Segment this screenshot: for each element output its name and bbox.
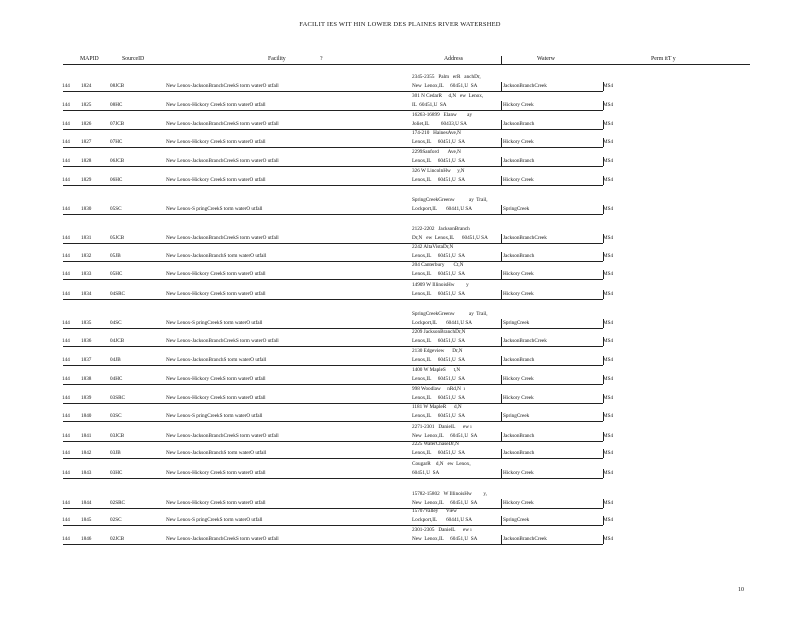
cell-map-id: 1845 <box>81 517 92 523</box>
cell-permit-type: MS4 <box>603 450 614 456</box>
row-divider <box>603 337 604 346</box>
row-divider <box>501 375 502 384</box>
cell-map-code: 144 <box>62 517 70 523</box>
cell-map-id: 1831 <box>81 235 92 241</box>
row-divider <box>501 101 502 110</box>
row-divider <box>603 449 604 458</box>
cell-permit-type: MS4 <box>603 121 614 127</box>
cell-permit-type: MS4 <box>603 158 614 164</box>
row-divider <box>501 138 502 147</box>
row-rule <box>63 403 603 404</box>
header-waterway: Waterw <box>537 56 555 62</box>
row-divider <box>501 535 502 544</box>
cell-map-code: 144 <box>62 470 70 476</box>
cell-map-id: 1829 <box>81 177 92 183</box>
cell-map-code: 144 <box>62 253 70 259</box>
cell-facility: New Lenox-S pringCreekS torm waterO utfall <box>166 320 263 326</box>
row-divider <box>501 252 502 261</box>
row-rule <box>63 346 603 347</box>
cell-source-id: 03JCB <box>110 433 125 439</box>
row-divider <box>501 205 502 214</box>
cell-map-id: 1834 <box>81 291 92 297</box>
cell-waterway: Hickory Creek <box>503 376 534 382</box>
cell-map-code: 144 <box>62 158 70 164</box>
cell-waterway: SpringCreek <box>503 320 530 326</box>
cell-source-id: 02SRC <box>110 500 125 506</box>
cell-waterway: JacksonBranchCreek <box>503 338 547 344</box>
cell-facility: New Lenox-Hickory CreekS torm waterO utfall <box>166 395 266 401</box>
cell-map-id: 1824 <box>81 83 92 89</box>
cell-waterway: Hickory Creek <box>503 500 534 506</box>
row-rule <box>63 147 603 148</box>
cell-permit-type: MS4 <box>603 357 614 363</box>
row-rule <box>63 421 603 422</box>
cell-map-id: 1835 <box>81 320 92 326</box>
cell-map-id: 1830 <box>81 206 92 212</box>
cell-address: 326 W LincolnHw y,N Lenox,IL 60451,U SA <box>412 168 465 183</box>
row-divider <box>501 337 502 346</box>
cell-map-id: 1842 <box>81 450 92 456</box>
cell-facility: New Lenox-JacksonBranchCreekS torm waterO utfall <box>166 433 279 439</box>
cell-map-id: 1826 <box>81 121 92 127</box>
cell-permit-type: MS4 <box>603 376 614 382</box>
cell-permit-type: MS4 <box>603 338 614 344</box>
cell-map-code: 144 <box>62 413 70 419</box>
row-divider <box>603 394 604 403</box>
cell-facility: New Lenox-Hickory CreekS torm waterO utfall <box>166 376 266 382</box>
cell-permit-type: MS4 <box>603 139 614 145</box>
cell-waterway: Hickory Creek <box>503 395 534 401</box>
row-divider <box>603 157 604 166</box>
cell-facility: New Lenox-Hickory CreekS torm waterO utfall <box>166 271 266 277</box>
header-facility-suffix: ? <box>320 56 323 62</box>
cell-source-id: 07JCB <box>110 121 125 127</box>
cell-address: 2209 JacksonBranchDr,N Lenox,IL 60451,U SA <box>412 329 466 344</box>
row-rule <box>63 243 603 244</box>
row-rule <box>63 129 603 130</box>
cell-facility: New Lenox-Hickory CreekS torm waterO utfall <box>166 102 266 108</box>
cell-address: 15707Valley View Lockport,IL 60441,U SA <box>412 508 473 523</box>
cell-permit-type: MS4 <box>603 177 614 183</box>
cell-map-id: 1836 <box>81 338 92 344</box>
cell-address: 998 Woodlaw nRd,N ı Lenox,IL 60451,U SA <box>412 386 465 401</box>
cell-facility: New Lenox-S pringCreekS torm waterO utfall <box>166 413 263 419</box>
row-rule <box>63 299 603 300</box>
cell-facility: New Lenox-JacksonBranchS torm waterO utfall <box>166 253 267 259</box>
row-rule <box>63 508 603 509</box>
cell-facility: New Lenox-Hickory CreekS torm waterO utfall <box>166 470 266 476</box>
cell-facility: New Lenox-JacksonBranchS torm waterO utfall <box>166 357 267 363</box>
row-divider <box>603 516 604 525</box>
row-rule <box>63 458 603 459</box>
cell-address: 16263-16899 Elanw ay Joliet,IL 60433,U SA <box>412 112 473 127</box>
cell-facility: New Lenox-JacksonBranchS torm waterO utfall <box>166 450 267 456</box>
cell-facility: New Lenox-Hickory CreekS torm waterO utfall <box>166 500 266 506</box>
row-divider <box>501 412 502 421</box>
row-divider <box>501 82 502 91</box>
row-divider <box>603 432 604 441</box>
cell-map-code: 144 <box>62 376 70 382</box>
cell-permit-type: MS4 <box>603 83 614 89</box>
cell-waterway: SpringCreek <box>503 413 530 419</box>
cell-address: 2225 WaterChaseDr,N Lenox,IL 60451,U SA <box>412 441 465 456</box>
cell-map-code: 144 <box>62 83 70 89</box>
cell-permit-type: MS4 <box>603 235 614 241</box>
cell-waterway: JacksonBranchCreek <box>503 536 547 542</box>
cell-map-code: 144 <box>62 139 70 145</box>
row-divider <box>603 412 604 421</box>
cell-address: 1181 W MapleR d,N Lenox,IL 60451,U SA <box>412 404 465 419</box>
cell-waterway: Hickory Creek <box>503 139 534 145</box>
page-title: FACILIT IES WIT HIN LOWER DES PLAINES RIVER WATERSHED <box>299 21 501 28</box>
cell-map-code: 144 <box>62 235 70 241</box>
row-divider <box>603 356 604 365</box>
row-divider <box>501 394 502 403</box>
row-divider <box>603 535 604 544</box>
cell-map-id: 1825 <box>81 102 92 108</box>
cell-address: 1400 W MapleS t,N Lenox,IL 60451,U SA <box>412 367 465 382</box>
cell-address: 2130 Edgeview Dr,N Lenox,IL 60451,U SA <box>412 348 465 363</box>
cell-permit-type: MS4 <box>603 470 614 476</box>
cell-map-id: 1838 <box>81 376 92 382</box>
cell-facility: New Lenox-Hickory CreekS torm waterO utfall <box>166 139 266 145</box>
cell-map-code: 144 <box>62 102 70 108</box>
cell-permit-type: MS4 <box>603 433 614 439</box>
row-rule <box>63 185 603 186</box>
header-divider <box>501 56 502 65</box>
cell-waterway: JacksonBranchCreek <box>503 235 547 241</box>
cell-map-id: 1840 <box>81 413 92 419</box>
cell-waterway: SpringCreek <box>503 206 530 212</box>
cell-map-id: 1841 <box>81 433 92 439</box>
cell-permit-type: MS4 <box>603 291 614 297</box>
cell-permit-type: MS4 <box>603 517 614 523</box>
row-rule <box>63 525 603 526</box>
cell-address: 174-210 HainesAve,N Lenox,IL 60451,U SA <box>412 130 465 145</box>
cell-map-id: 1828 <box>81 158 92 164</box>
cell-map-id: 1827 <box>81 139 92 145</box>
row-rule <box>63 91 603 92</box>
cell-address: 15782-15802 W IllinoisHw y, New Lenox,IL 60451,U SA <box>412 491 487 506</box>
cell-map-id: 1844 <box>81 500 92 506</box>
cell-map-id: 1846 <box>81 536 92 542</box>
row-divider <box>603 234 604 243</box>
cell-waterway: Hickory Creek <box>503 291 534 297</box>
cell-map-code: 144 <box>62 291 70 297</box>
cell-facility: New Lenox-Hickory CreekS torm waterO utfall <box>166 177 266 183</box>
cell-facility: New Lenox-JacksonBranchCreekS torm waterO utfall <box>166 235 279 241</box>
header-mapid: MAPID <box>80 56 99 62</box>
cell-map-code: 144 <box>62 433 70 439</box>
row-divider <box>603 252 604 261</box>
row-divider <box>501 176 502 185</box>
cell-waterway: Hickory Creek <box>503 177 534 183</box>
row-rule <box>63 328 603 329</box>
cell-facility: New Lenox-JacksonBranchCreekS torm waterO utfall <box>166 536 279 542</box>
cell-address: 2345-2355 Palm erR anchDr, New Lenox,IL 60451,U SA <box>412 74 481 89</box>
cell-facility: New Lenox-JacksonBranchCreekS torm waterO utfall <box>166 338 279 344</box>
cell-map-code: 144 <box>62 357 70 363</box>
cell-permit-type: MS4 <box>603 271 614 277</box>
cell-source-id: 04SRC <box>110 291 125 297</box>
row-divider <box>603 375 604 384</box>
cell-facility: New Lenox-Hickory CreekS torm waterO utfall <box>166 291 266 297</box>
cell-waterway: JacksonBranch <box>503 433 535 439</box>
cell-facility: New Lenox-JacksonBranchCreekS torm waterO utfall <box>166 121 279 127</box>
cell-source-id: 06JCB <box>110 158 125 164</box>
row-divider <box>603 290 604 299</box>
cell-address: 204 Canterbury Ct,N Lenox,IL 60451,U SA <box>412 262 465 277</box>
row-divider <box>603 101 604 110</box>
row-divider <box>603 176 604 185</box>
cell-address: 2122-2202 JacksonBranch Dr,N ew Lenox,IL 60451,U SA <box>412 226 488 241</box>
cell-address: CougarR d,N ew Lenox, 60451,U SA <box>412 461 471 476</box>
cell-permit-type: MS4 <box>603 413 614 419</box>
row-divider <box>603 120 604 129</box>
cell-map-code: 144 <box>62 177 70 183</box>
header-facility: Facility <box>268 56 286 62</box>
cell-waterway: JacksonBranch <box>503 253 535 259</box>
cell-address: 301 N CedarR d,N ew Lenox, IL 60451,U SA <box>412 93 484 108</box>
cell-address: SpringCreekGreenw ay Trail, Lockport,IL 60441,U SA <box>412 197 488 212</box>
cell-source-id: 03SRC <box>110 395 125 401</box>
cell-map-code: 144 <box>62 450 70 456</box>
cell-permit-type: MS4 <box>603 536 614 542</box>
cell-map-code: 144 <box>62 500 70 506</box>
cell-map-id: 1843 <box>81 470 92 476</box>
cell-source-id: 04SC <box>110 320 122 326</box>
cell-map-code: 144 <box>62 395 70 401</box>
page-number: 10 <box>738 587 744 593</box>
cell-waterway: JacksonBranch <box>503 450 535 456</box>
row-divider <box>501 290 502 299</box>
row-rule <box>63 544 603 545</box>
cell-address: 2301-2305 DanielL ew ı New Lenox,IL 60451,U SA <box>412 527 478 542</box>
cell-source-id: 05JB <box>110 253 121 259</box>
cell-permit-type: MS4 <box>603 253 614 259</box>
cell-waterway: JacksonBranch <box>503 121 535 127</box>
cell-map-id: 1832 <box>81 253 92 259</box>
row-divider <box>501 432 502 441</box>
row-rule <box>63 279 603 280</box>
header-permit-type: Perm itT y <box>651 56 676 62</box>
cell-address: 2242 AltaVistaDr,N Lenox,IL 60451,U SA <box>412 244 465 259</box>
row-divider <box>501 157 502 166</box>
cell-source-id: 05HC <box>110 271 123 277</box>
row-divider <box>603 319 604 328</box>
cell-permit-type: MS4 <box>603 206 614 212</box>
cell-waterway: JacksonBranchCreek <box>503 83 547 89</box>
cell-waterway: JacksonBranch <box>503 357 535 363</box>
row-divider <box>501 319 502 328</box>
cell-permit-type: MS4 <box>603 102 614 108</box>
cell-waterway: SpringCreek <box>503 517 530 523</box>
cell-source-id: 06HC <box>110 177 123 183</box>
cell-map-code: 144 <box>62 206 70 212</box>
cell-permit-type: MS4 <box>603 500 614 506</box>
cell-address: 2271-2301 DanielL ew ı New Lenox,IL 60451,U SA <box>412 424 478 439</box>
row-rule <box>63 214 603 215</box>
cell-permit-type: MS4 <box>603 320 614 326</box>
cell-source-id: 04JCB <box>110 338 125 344</box>
cell-source-id: 08HC <box>110 102 123 108</box>
cell-map-code: 144 <box>62 320 70 326</box>
row-rule <box>63 384 603 385</box>
row-divider <box>501 234 502 243</box>
cell-waterway: JacksonBranch <box>503 158 535 164</box>
cell-map-code: 144 <box>62 338 70 344</box>
cell-address: 2299Sanford Ave,N Lenox,IL 60451,U SA <box>412 149 465 164</box>
row-divider <box>603 499 604 508</box>
row-divider <box>501 120 502 129</box>
header-rule <box>63 64 750 65</box>
cell-address: 14909 W IllinoisHw y Lenox,IL 60451,U SA <box>412 282 469 297</box>
cell-map-id: 1837 <box>81 357 92 363</box>
row-rule <box>63 261 603 262</box>
cell-map-code: 144 <box>62 271 70 277</box>
cell-source-id: 03JB <box>110 450 121 456</box>
cell-source-id: 03HC <box>110 470 123 476</box>
cell-waterway: Hickory Creek <box>503 102 534 108</box>
row-rule <box>63 441 603 442</box>
cell-waterway: Hickory Creek <box>503 470 534 476</box>
cell-facility: New Lenox-JacksonBranchCreekS torm waterO utfall <box>166 158 279 164</box>
cell-source-id: 04JB <box>110 357 121 363</box>
row-rule <box>63 110 603 111</box>
row-rule <box>63 365 603 366</box>
row-divider <box>501 270 502 279</box>
cell-map-id: 1833 <box>81 271 92 277</box>
cell-source-id: 07HC <box>110 139 123 145</box>
cell-source-id: 04HC <box>110 376 123 382</box>
cell-permit-type: MS4 <box>603 395 614 401</box>
cell-source-id: 02JCB <box>110 536 125 542</box>
header-address: Address <box>444 56 463 62</box>
row-rule <box>63 478 603 479</box>
row-divider <box>603 205 604 214</box>
cell-facility: New Lenox-JacksonBranchCreekS torm waterO utfall <box>166 83 279 89</box>
row-divider <box>501 469 502 478</box>
cell-address: SpringCreekGreenw ay Trail, Lockport,IL 60441,U SA <box>412 311 488 326</box>
row-divider <box>603 270 604 279</box>
row-divider <box>501 356 502 365</box>
row-divider <box>603 138 604 147</box>
cell-map-code: 144 <box>62 121 70 127</box>
header-source-id: SourceID <box>122 56 145 62</box>
cell-waterway: Hickory Creek <box>503 271 534 277</box>
cell-source-id: 02SC <box>110 517 122 523</box>
row-divider <box>501 499 502 508</box>
cell-source-id: 08JCB <box>110 83 125 89</box>
cell-source-id: 05SC <box>110 206 122 212</box>
row-divider <box>501 516 502 525</box>
cell-source-id: 03SC <box>110 413 122 419</box>
cell-facility: New Lenox-S pringCreekS torm waterO utfall <box>166 206 263 212</box>
cell-map-code: 144 <box>62 536 70 542</box>
cell-facility: New Lenox-S pringCreekS torm waterO utfall <box>166 517 263 523</box>
cell-source-id: 05JCB <box>110 235 125 241</box>
row-rule <box>63 166 603 167</box>
row-divider <box>603 82 604 91</box>
row-divider <box>603 469 604 478</box>
cell-map-id: 1839 <box>81 395 92 401</box>
row-divider <box>501 449 502 458</box>
